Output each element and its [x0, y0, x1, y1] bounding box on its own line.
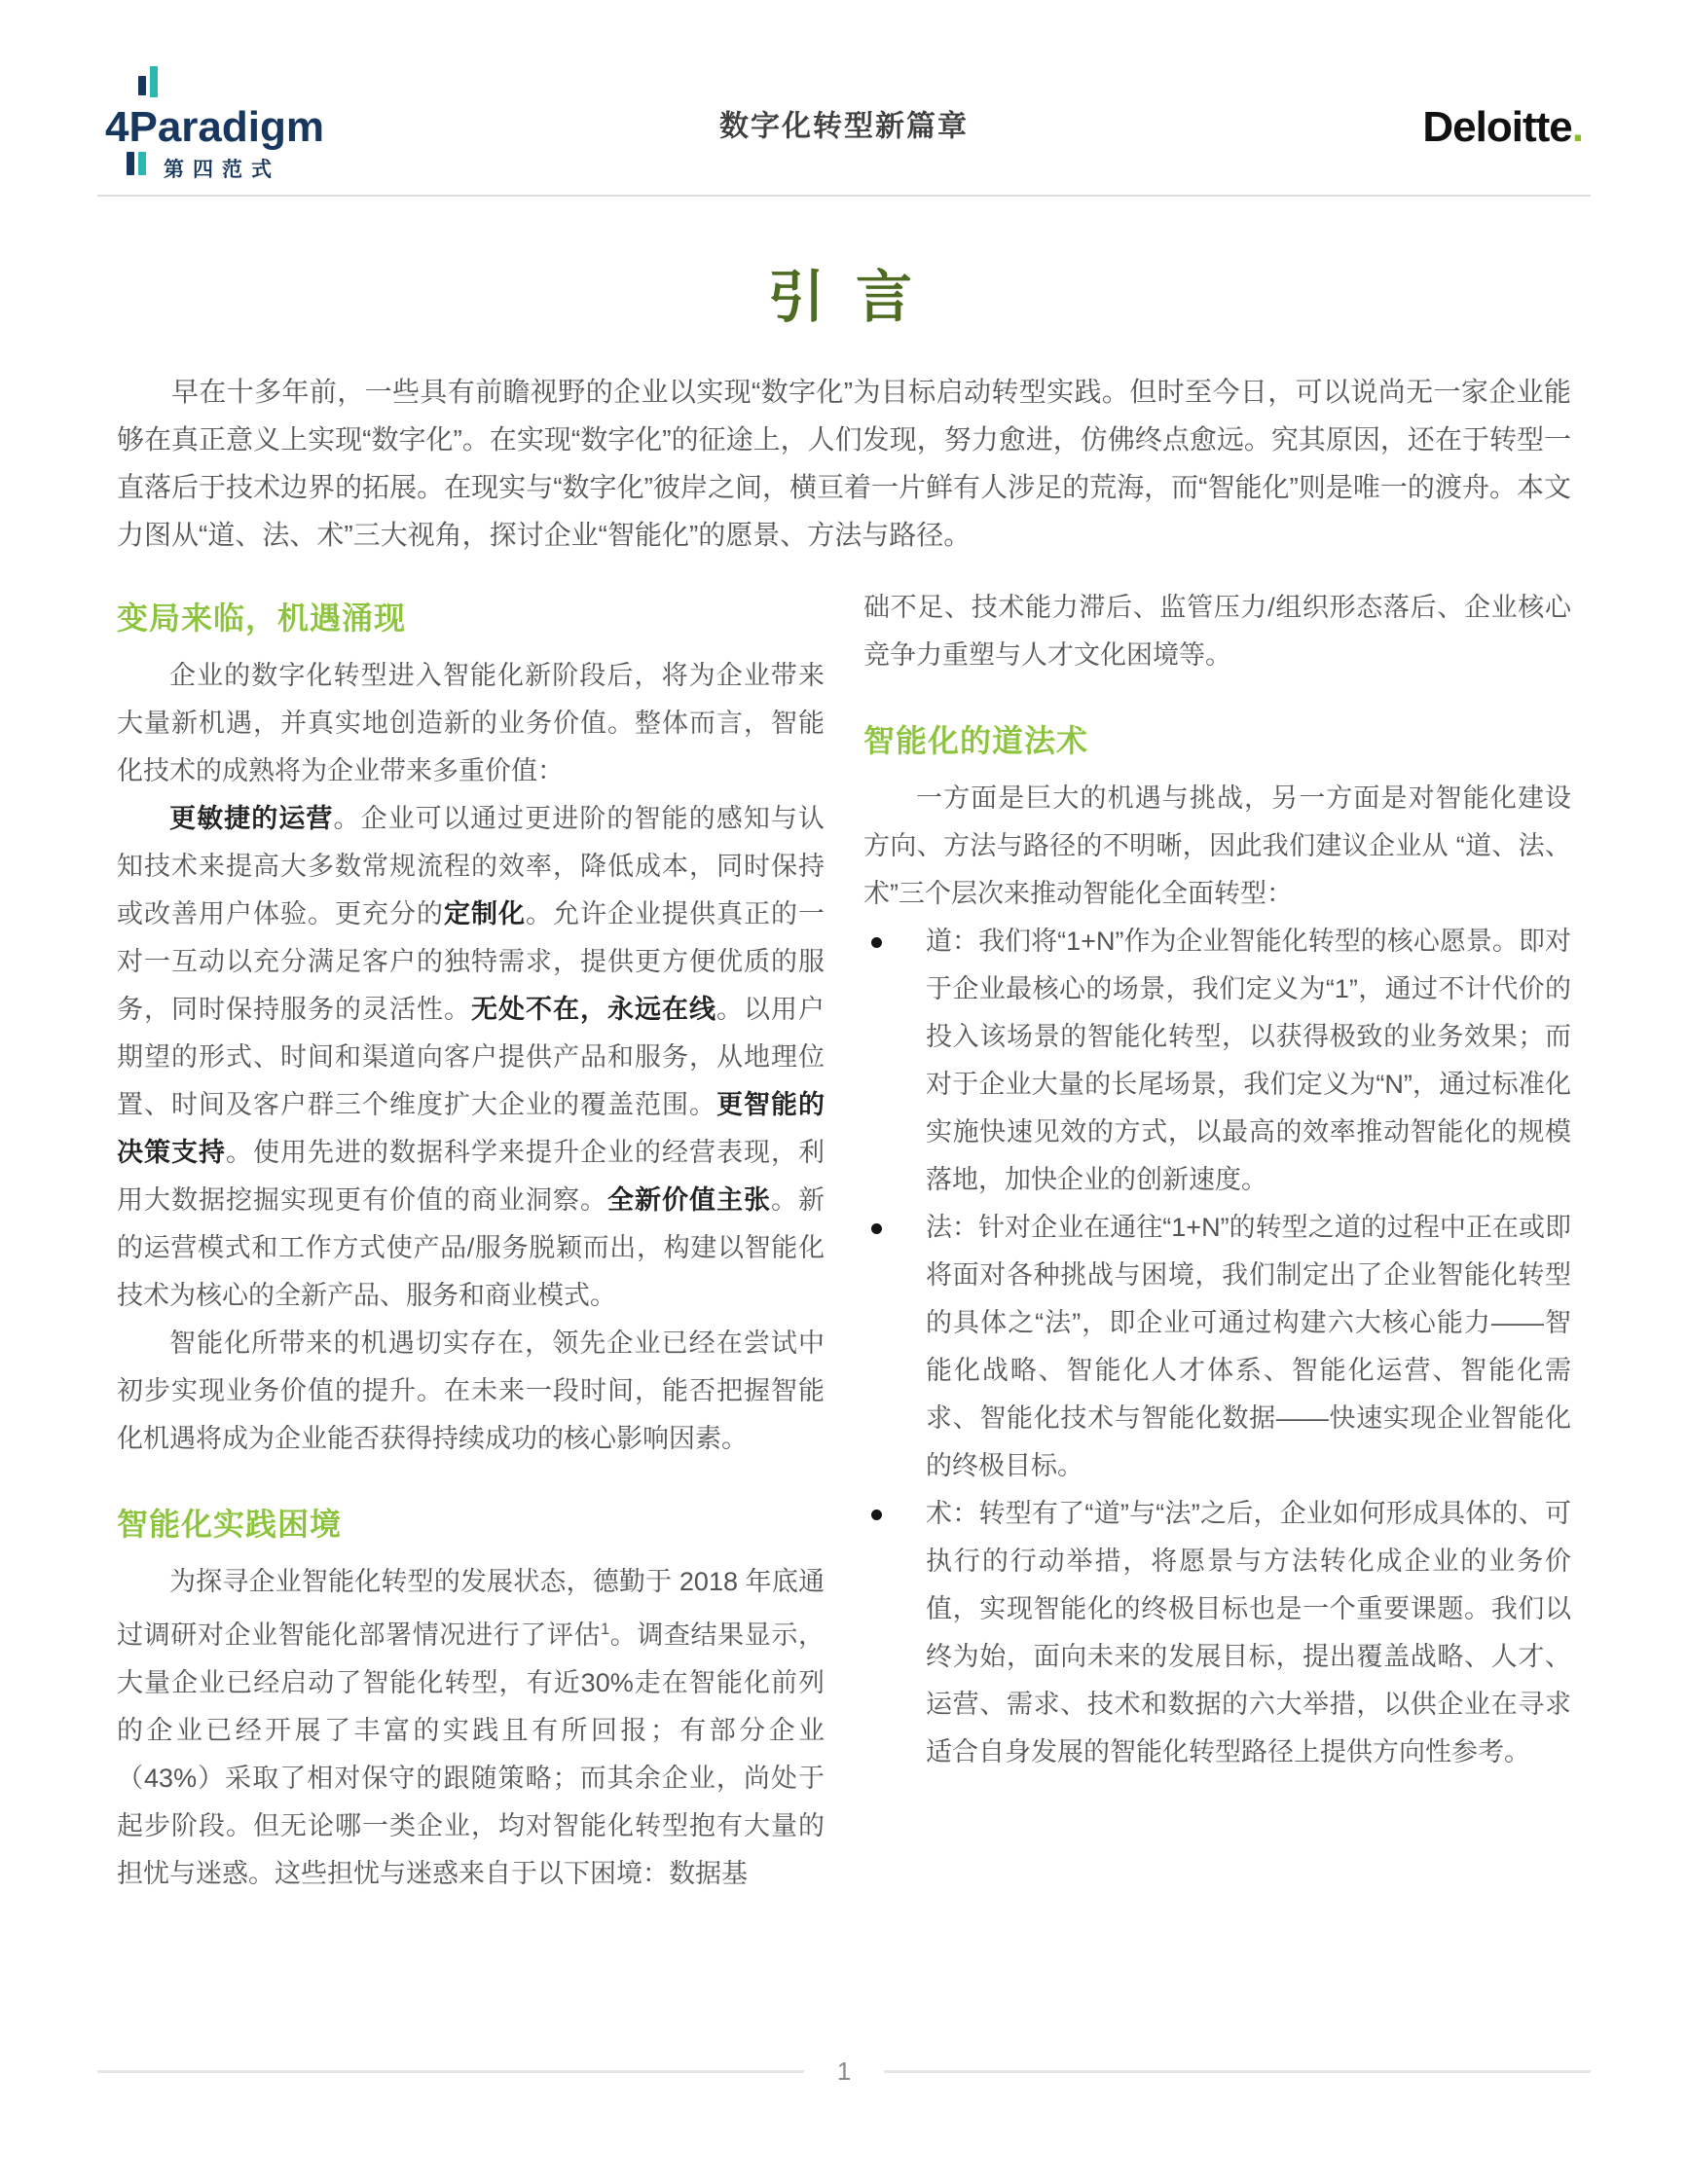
- bullet-text: 术：转型有了“道”与“法”之后，企业如何形成具体的、可执行的行动举措，将愿景与方法转化成企业的业务价值，实现智能化的终极目标也是一个重要课题。我们以终为始，面向未来的发展目标，提出覆盖战略、人才、运营、需求、技术和数据的六大举措，以供企业在寻求适合自身发展的智能化转型路径上提供方向性参考。: [926, 1499, 1571, 1766]
- bullet-dot-icon: [863, 1490, 926, 1776]
- logo-bar-icon: [127, 152, 134, 175]
- footer-line: [884, 2070, 1591, 2073]
- left-column: [117, 584, 825, 1898]
- bullet-text: 道：我们将“1+N”作为企业智能化转型的核心愿景。即对于企业最核心的场景，我们定义为“1”，通过不计代价的投入该场景的智能化转型，以获得极致的业务效果；而对于企业大量的长尾场景，我们定义为“N”，通过标准化实施快速见效的方式，以最高的效率推动智能化的规模落地，加快企业的创新速度。: [926, 927, 1571, 1194]
- paragraph: 企业的数字化转型进入智能化新阶段后，将为企业带来大量新机遇，并真实地创造新的业务价值。整体而言，智能化技术的成熟将为企业带来多重价值：: [117, 661, 825, 785]
- bullet-item: [863, 918, 1571, 1204]
- fourparadigm-chinese-text: 第四范式: [164, 159, 280, 181]
- header-title: 数字化转型新篇章: [719, 110, 969, 143]
- logo-bar-icon: [138, 76, 146, 95]
- bullet-dot-icon: [863, 1204, 926, 1490]
- fourparadigm-brand-text: 4Paradigm: [105, 103, 324, 151]
- bullet-list: [863, 918, 1571, 1776]
- paragraph: 一方面是巨大的机遇与挑战，另一方面是对智能化建设方向、方法与路径的不明晰，因此我们建议企业从 “道、法、术”三个层次来推动智能化全面转型：: [863, 783, 1571, 908]
- continuation-paragraph: 础不足、技术能力滞后、监管压力/组织形态落后、企业核心竞争力重塑与人才文化困境等。: [863, 593, 1571, 670]
- logo-bar-icon: [138, 152, 146, 175]
- section-heading-practice-dilemma: 智能化实践困境: [117, 1507, 343, 1542]
- paragraph-with-footnote: 为探寻企业智能化转型的发展状态，德勤于 2018 年底通过调研对企业智能化部署情况进行了评估$^1$。调查结果显示，大量企业已经启动了智能化转型，有近30%走在智能化前列的企业已经开展了丰富的实践且有所回报；有部分企业（43%）采取了相对保守的跟随策略；而其余企业，尚处于起步阶段。但无论哪一类企业，均对智能化转型抱有大量的担忧与迷惑。这些担忧与迷惑来自于以下困境：数据基: [117, 1567, 826, 1888]
- section-heading-opportunities: 变局来临，机遇涌现: [117, 601, 407, 636]
- bullet-item: [863, 1490, 1571, 1776]
- logo-bar-icon: [150, 66, 158, 97]
- paragraph-with-bold-terms: 更敏捷的运营。企业可以通过更进阶的智能的感知与认知技术来提高大多数常规流程的效率，降低成本，同时保持或改善用户体验。更充分的定制化。允许企业提供真正的一对一互动以充分满足客户的独特需求，提供更方便优质的服务，同时保持服务的灵活性。无处不在，永远在线。以用户期望的形式、时间和渠道向客户提供产品和服务，从地理位置、时间及客户群三个维度扩大企业的覆盖范围。更智能的决策支持。使用先进的数据科学来提升企业的经营表现，利用大数据挖掘实现更有价值的商业洞察。全新价值主张。新的运营模式和工作方式使产品/服务脱颖而出，构建以智能化技术为核心的全新产品、服务和商业模式。: [117, 804, 826, 1310]
- page-header: [105, 70, 1583, 185]
- deloitte-logo: [1422, 103, 1583, 152]
- fourparadigm-logo: [105, 70, 358, 185]
- deloitte-brand-text: Deloitte: [1422, 103, 1572, 151]
- bullet-dot-icon: [863, 918, 926, 1204]
- section-heading-dao-fa-shu: 智能化的道法术: [863, 723, 1089, 758]
- footer-line: [97, 2070, 804, 2073]
- paragraph: 智能化所带来的机遇切实存在，领先企业已经在尝试中初步实现业务价值的提升。在未来一段时间，能否把握智能化机遇将成为企业能否获得持续成功的核心影响因素。: [117, 1329, 825, 1453]
- deloitte-green-dot-icon: .: [1571, 103, 1583, 151]
- page-title: 引 言: [767, 266, 921, 329]
- intro-paragraph: 早在十多年前，一些具有前瞻视野的企业以实现“数字化”为目标启动转型实践。但时至今日，可以说尚无一家企业能够在真正意义上实现“数字化”。在实现“数字化”的征途上，人们发现，努力愈进，仿佛终点愈远。究其原因，还在于转型一直落后于技术边界的拓展。在现实与“数字化”彼岸之间，横亘着一片鲜有人涉足的荒海，而“智能化”则是唯一的渡舟。本文力图从“道、法、术”三大视角，探讨企业“智能化”的愿景、方法与路径。: [117, 377, 1571, 550]
- bullet-text: 法：针对企业在通往“1+N”的转型之道的过程中正在或即将面对各种挑战与困境，我们制定出了企业智能化转型的具体之“法”，即企业可通过构建六大核心能力——智能化战略、智能化人才体系、智能化运营、智能化需求、智能化技术与智能化数据——快速实现企业智能化的终极目标。: [926, 1213, 1571, 1480]
- header-divider: [97, 195, 1591, 197]
- page-number: 1: [836, 2057, 852, 2086]
- page-footer: [97, 2057, 1591, 2087]
- right-column: [863, 584, 1571, 1898]
- bullet-item: [863, 1204, 1571, 1490]
- two-column-body: [117, 584, 1571, 1898]
